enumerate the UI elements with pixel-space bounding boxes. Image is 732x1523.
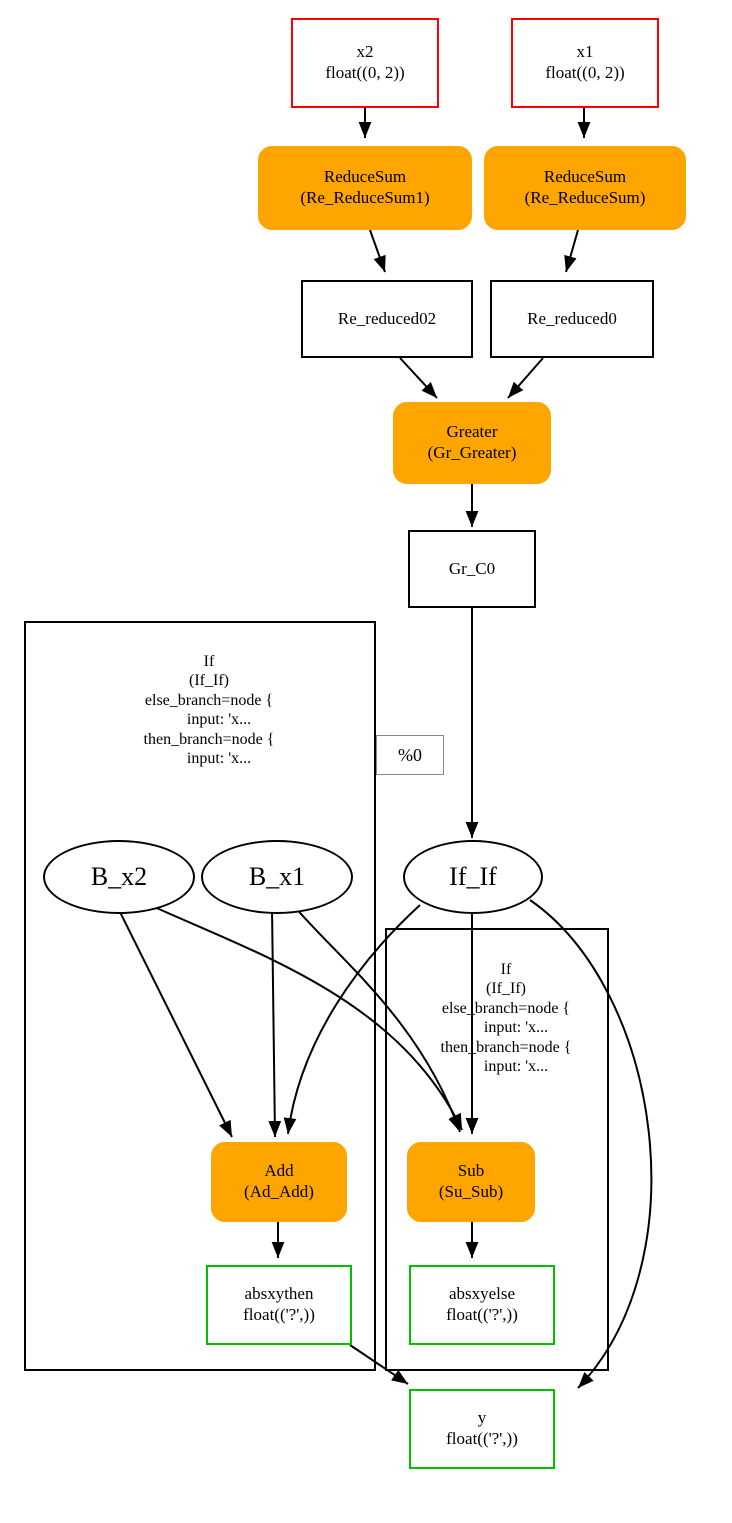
node-value-re-reduced02[interactable]: Re_reduced02 (301, 280, 473, 358)
node-op-sub[interactable]: Sub (Su_Sub) (407, 1142, 535, 1222)
node-if-if[interactable]: If_If (403, 840, 543, 914)
node-branch-input-b-x2[interactable]: B_x2 (43, 840, 195, 914)
node-value-re-reduced0[interactable]: Re_reduced0 (490, 280, 654, 358)
node-op-add[interactable]: Add (Ad_Add) (211, 1142, 347, 1222)
edge-label-pct0: %0 (376, 735, 444, 775)
node-op-reducesum1[interactable]: ReduceSum (Re_ReduceSum1) (258, 146, 472, 230)
cluster-else-branch-label: If (If_If) else_branch=node { input: 'x... then_branch=node { input: 'x... (440, 960, 572, 1076)
cluster-then-branch-label: If (If_If) else_branch=node { input: 'x... then_branch=node { input: 'x... (143, 652, 275, 768)
node-branch-input-b-x1[interactable]: B_x1 (201, 840, 353, 914)
node-input-x2[interactable]: x2 float((0, 2)) (291, 18, 439, 108)
node-op-reducesum[interactable]: ReduceSum (Re_ReduceSum) (484, 146, 686, 230)
node-op-greater[interactable]: Greater (Gr_Greater) (393, 402, 551, 484)
node-value-gr-c0[interactable]: Gr_C0 (408, 530, 536, 608)
node-input-x1[interactable]: x1 float((0, 2)) (511, 18, 659, 108)
node-output-absxythen[interactable]: absxythen float(('?',)) (206, 1265, 352, 1345)
node-output-absxyelse[interactable]: absxyelse float(('?',)) (409, 1265, 555, 1345)
node-output-y[interactable]: y float(('?',)) (409, 1389, 555, 1469)
